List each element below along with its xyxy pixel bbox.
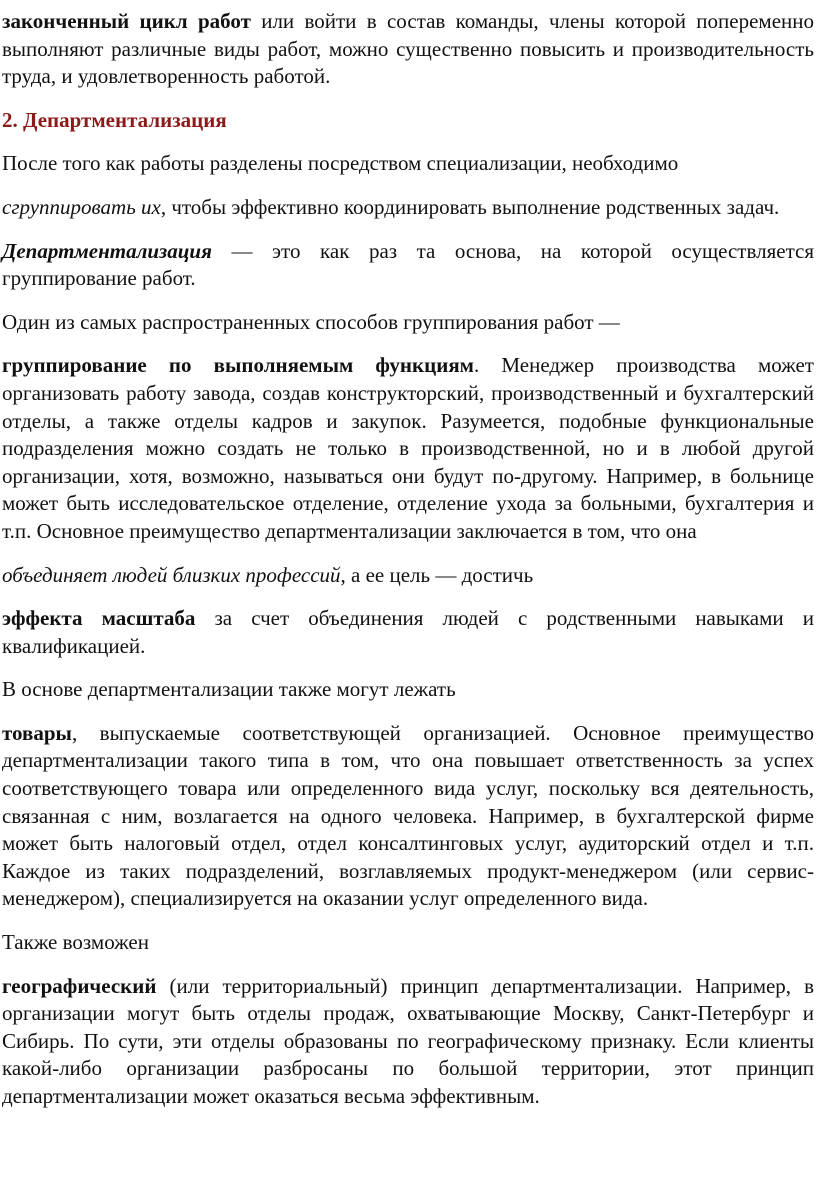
paragraph-6 xyxy=(2,352,814,545)
bold-term-functional-grouping: группирование по выполняемым функциям xyxy=(2,353,474,378)
paragraph-6-text: . Менеджер производства может организовать работу завода, создав конструкторский, производственный и бухгалтерский отделы, а также отделы кадров и закупок. Разумеется, подобные функциональные подразделения можно создать не только в производственной, но и в любой другой организации, хотя, возможно, называться они будут по-другому. Например, в больнице может быть исследовательское отделение, отделение ухода за больными, бухгалтерия и т.п. Основное преимущество департментализации заключается в том, что она xyxy=(2,353,814,543)
paragraph-4-text: — это как раз та основа, на которой осуществляется группирование работ. xyxy=(2,238,814,291)
paragraph-5-text: Один из самых распространенных способов группирования работ — xyxy=(2,309,620,334)
paragraph-11 xyxy=(2,929,814,957)
italic-term-unites-people: объединяет людей близких профессий xyxy=(2,562,341,587)
paragraph-2 xyxy=(2,150,814,178)
paragraph-3-text: , чтобы эффективно координировать выполнение родственных задач. xyxy=(160,194,780,219)
bold-italic-term-departmentalization: Департментализация xyxy=(2,238,212,263)
bold-term-geographic: географический xyxy=(2,973,157,998)
paragraph-10 xyxy=(2,720,814,913)
paragraph-1 xyxy=(2,8,814,91)
paragraph-10-text: , выпускаемые соответствующей организацией. Основное преимущество департментализации такого типа в том, что она повышает ответственность за успех соответствующего товара или определенного вида услуг, поскольку вся деятельность, связанная с ним, возлагается на одного человека. Например, в бухгалтерской фирме может быть налоговый отдел, отдел консалтинговых услуг, аудиторский отдел и т.п. Каждое из таких подразделений, возглавляемых продукт-менеджером (или сервис-менеджером), специализируется на оказании услуг определенного вида. xyxy=(2,720,814,911)
bold-term-complete-cycle: законченный цикл работ xyxy=(2,9,251,33)
bold-term-products: товары xyxy=(2,720,72,745)
paragraph-11-text: Также возможен xyxy=(2,930,149,955)
paragraph-7-text: , а ее цель — достичь xyxy=(340,562,534,587)
paragraph-8 xyxy=(2,605,814,660)
paragraph-7 xyxy=(2,562,814,590)
bold-term-economy-of-scale: эффекта масштаба xyxy=(2,606,196,631)
section-heading: 2. Департментализация xyxy=(2,107,227,132)
paragraph-12-text: (или территориальный) принцип департментализации. Например, в организации могут быть отделы продаж, охватывающие Москву, Санкт-Петербург и Сибирь. По сути, эти отделы образованы по географическому признаку. Если клиенты какой-либо организации разбросаны по большой территории, этот принцип департментализации может оказаться весьма эффективным. xyxy=(2,973,814,1108)
paragraph-4 xyxy=(2,238,814,293)
paragraph-1-text: или войти в состав команды, члены которой попеременно выполняют различные виды работ, можно существенно повысить и производительность труда, и удовлетворенность работой. xyxy=(2,9,814,89)
paragraph-12 xyxy=(2,973,814,1111)
italic-term-group: сгруппировать их xyxy=(2,194,161,219)
paragraph-2-text: После того как работы разделены посредством специализации, необходимо xyxy=(2,151,679,176)
paragraph-3 xyxy=(2,194,814,222)
paragraph-9 xyxy=(2,676,814,704)
paragraph-5 xyxy=(2,309,814,337)
paragraph-8-text: за счет объединения людей с родственными навыками и квалификацией. xyxy=(2,606,814,658)
paragraph-9-text: В основе департментализации также могут лежать xyxy=(2,677,456,702)
